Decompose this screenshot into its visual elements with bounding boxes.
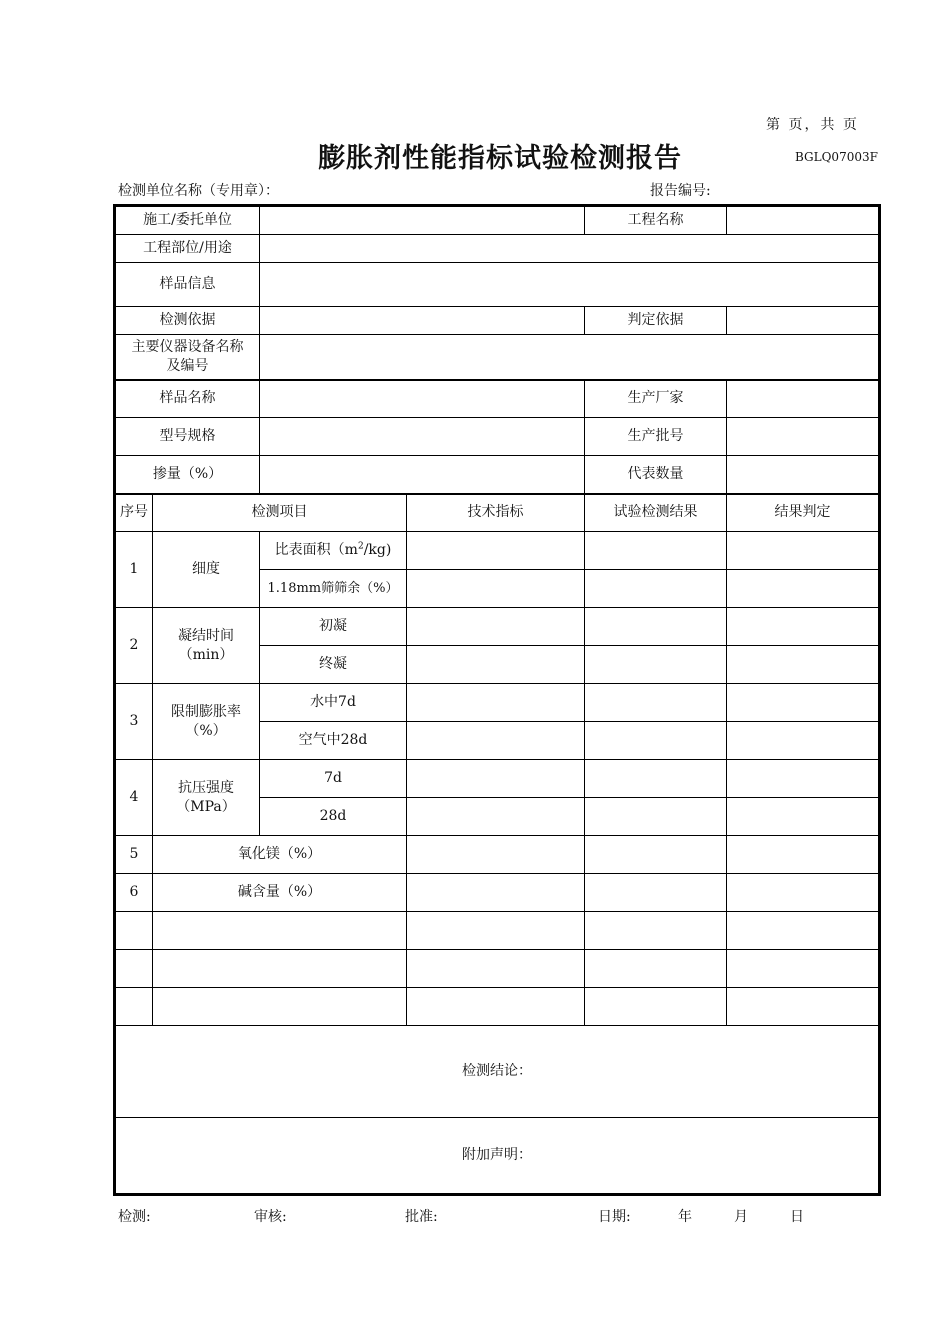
- sub-item: [260, 532, 407, 570]
- report-title: 膨胀剂性能指标试验检测报告: [318, 143, 682, 174]
- item-no: 2: [115, 608, 153, 684]
- row-statement: [115, 1118, 880, 1195]
- model-value-cell[interactable]: [260, 418, 585, 456]
- result-cell[interactable]: [585, 722, 727, 760]
- batch-value-cell[interactable]: [727, 418, 880, 456]
- spec-cell[interactable]: [407, 836, 585, 874]
- col-spec-header: 技术指标: [407, 494, 585, 532]
- tester-label: 检测:: [118, 1209, 151, 1225]
- row-sample-name: [115, 380, 880, 418]
- sample-info-value-cell[interactable]: [260, 263, 880, 307]
- item-no: 6: [115, 874, 153, 912]
- item-name: 碱含量（%）: [153, 874, 407, 912]
- sub-item: 水中7d: [260, 684, 407, 722]
- client-value-cell[interactable]: [260, 206, 585, 235]
- result-cell[interactable]: [585, 532, 727, 570]
- spec-cell[interactable]: [407, 760, 585, 798]
- table-row: [115, 836, 880, 874]
- equipment-label-line-1: 主要仪器设备名称: [131, 338, 244, 355]
- batch-label: 生产批号: [585, 418, 727, 456]
- month-label: 月: [734, 1209, 748, 1225]
- result-cell[interactable]: [585, 874, 727, 912]
- table-row: [115, 684, 880, 722]
- empty-cell[interactable]: [727, 950, 880, 988]
- item-name: 氧化镁（%）: [153, 836, 407, 874]
- judgement-cell[interactable]: [727, 798, 880, 836]
- dosage-label: 掺量（%）: [115, 456, 260, 494]
- project-name-value-cell[interactable]: [727, 206, 880, 235]
- table-row: [115, 760, 880, 798]
- sub-item: 28d: [260, 798, 407, 836]
- row-model: [115, 418, 880, 456]
- table-row: [115, 874, 880, 912]
- judgement-cell[interactable]: [727, 874, 880, 912]
- empty-cell[interactable]: [115, 912, 153, 950]
- empty-cell[interactable]: [115, 988, 153, 1026]
- equipment-label: [115, 335, 260, 380]
- client-label: 施工/委托单位: [115, 206, 260, 235]
- empty-cell[interactable]: [407, 988, 585, 1026]
- judgement-cell[interactable]: [727, 570, 880, 608]
- empty-cell[interactable]: [115, 950, 153, 988]
- empty-row: [115, 988, 880, 1026]
- conclusion-label: 检测结论：: [462, 1063, 532, 1079]
- test-basis-label: 检测依据: [115, 307, 260, 335]
- sub-item: 终凝: [260, 646, 407, 684]
- result-cell[interactable]: [585, 608, 727, 646]
- item-name-line-1: 限制膨胀率: [171, 703, 241, 720]
- approver-label: 批准:: [405, 1209, 438, 1225]
- report-no-label: 报告编号:: [650, 183, 711, 199]
- test-basis-value-cell[interactable]: [260, 307, 585, 335]
- empty-cell[interactable]: [585, 912, 727, 950]
- manufacturer-label: 生产厂家: [585, 380, 727, 418]
- quantity-value-cell[interactable]: [727, 456, 880, 494]
- row-client: [115, 206, 880, 235]
- item-name: [153, 760, 260, 836]
- col-judgement-header: 结果判定: [727, 494, 880, 532]
- sub-item: 7d: [260, 760, 407, 798]
- item-name-line-1: 凝结时间: [178, 627, 234, 644]
- judge-basis-label: 判定依据: [585, 307, 727, 335]
- day-label: 日: [790, 1209, 804, 1225]
- spec-cell[interactable]: [407, 722, 585, 760]
- empty-cell[interactable]: [727, 988, 880, 1026]
- item-name-line-2: （min）: [178, 646, 234, 663]
- col-seq-header: 序号: [115, 494, 153, 532]
- judgement-cell[interactable]: [727, 722, 880, 760]
- row-sample-info: [115, 263, 880, 307]
- spec-cell[interactable]: [407, 798, 585, 836]
- sample-info-label: 样品信息: [115, 263, 260, 307]
- row-conclusion: [115, 1026, 880, 1118]
- sub-item-text: 比表面积（m: [274, 542, 358, 558]
- item-name-line-2: （MPa）: [176, 798, 236, 815]
- empty-cell[interactable]: [153, 950, 407, 988]
- item-no: 1: [115, 532, 153, 608]
- empty-cell[interactable]: [585, 950, 727, 988]
- statement-label: 附加声明：: [462, 1147, 532, 1163]
- col-item-header: 检测项目: [153, 494, 407, 532]
- org-label: 检测单位名称（专用章）：: [118, 183, 279, 199]
- manufacturer-value-cell[interactable]: [727, 380, 880, 418]
- row-location: [115, 235, 880, 263]
- empty-row: [115, 912, 880, 950]
- empty-cell[interactable]: [407, 912, 585, 950]
- page-info: 第 页，共 页: [766, 117, 859, 133]
- item-name: [153, 608, 260, 684]
- model-label: 型号规格: [115, 418, 260, 456]
- empty-cell[interactable]: [727, 912, 880, 950]
- table-row: [115, 532, 880, 570]
- judgement-cell[interactable]: [727, 608, 880, 646]
- table-row: [115, 608, 880, 646]
- item-name-line-2: （%）: [185, 722, 227, 739]
- statement-cell[interactable]: [115, 1118, 880, 1195]
- equipment-label-line-2: 及编号: [166, 357, 209, 374]
- report-form-table: [113, 204, 881, 1196]
- spec-cell[interactable]: [407, 532, 585, 570]
- spec-cell[interactable]: [407, 874, 585, 912]
- empty-row: [115, 950, 880, 988]
- form-code: BGLQ07003F: [795, 150, 878, 164]
- col-result-header: 试验检测结果: [585, 494, 727, 532]
- judgement-cell[interactable]: [727, 760, 880, 798]
- column-header-row: [115, 494, 880, 532]
- year-label: 年: [678, 1209, 692, 1225]
- sub-item: 初凝: [260, 608, 407, 646]
- sub-item-unit-tail: /kg): [363, 542, 392, 558]
- spec-cell[interactable]: [407, 608, 585, 646]
- date-label: 日期:: [598, 1209, 631, 1225]
- equipment-value-cell[interactable]: [260, 335, 880, 380]
- sub-item: 空气中28d: [260, 722, 407, 760]
- judgement-cell[interactable]: [727, 684, 880, 722]
- sample-name-label: 样品名称: [115, 380, 260, 418]
- spec-cell[interactable]: [407, 646, 585, 684]
- location-value-cell[interactable]: [260, 235, 880, 263]
- empty-cell[interactable]: [407, 950, 585, 988]
- result-cell[interactable]: [585, 760, 727, 798]
- result-cell[interactable]: [585, 646, 727, 684]
- judgement-cell[interactable]: [727, 836, 880, 874]
- row-equipment: [115, 335, 880, 380]
- spec-cell[interactable]: [407, 684, 585, 722]
- sub-item: 1.18mm筛筛余（%）: [260, 570, 407, 608]
- quantity-label: 代表数量: [585, 456, 727, 494]
- location-label: 工程部位/用途: [115, 235, 260, 263]
- superscript: 2: [357, 541, 364, 552]
- row-dosage: [115, 456, 880, 494]
- judgement-cell[interactable]: [727, 532, 880, 570]
- item-name: [153, 684, 260, 760]
- project-name-label: 工程名称: [585, 206, 727, 235]
- reviewer-label: 审核:: [254, 1209, 287, 1225]
- result-cell[interactable]: [585, 684, 727, 722]
- conclusion-cell[interactable]: [115, 1026, 880, 1118]
- item-no: 5: [115, 836, 153, 874]
- item-no: 4: [115, 760, 153, 836]
- judgement-cell[interactable]: [727, 646, 880, 684]
- empty-cell[interactable]: [153, 988, 407, 1026]
- judge-basis-value-cell[interactable]: [727, 307, 880, 335]
- item-name-line-1: 抗压强度: [178, 779, 234, 796]
- sample-name-value-cell[interactable]: [260, 380, 585, 418]
- dosage-value-cell[interactable]: [260, 456, 585, 494]
- result-cell[interactable]: [585, 798, 727, 836]
- row-basis: [115, 307, 880, 335]
- item-no: 3: [115, 684, 153, 760]
- empty-cell[interactable]: [153, 912, 407, 950]
- result-cell[interactable]: [585, 836, 727, 874]
- result-cell[interactable]: [585, 570, 727, 608]
- item-name: 细度: [153, 532, 260, 608]
- empty-cell[interactable]: [585, 988, 727, 1026]
- spec-cell[interactable]: [407, 570, 585, 608]
